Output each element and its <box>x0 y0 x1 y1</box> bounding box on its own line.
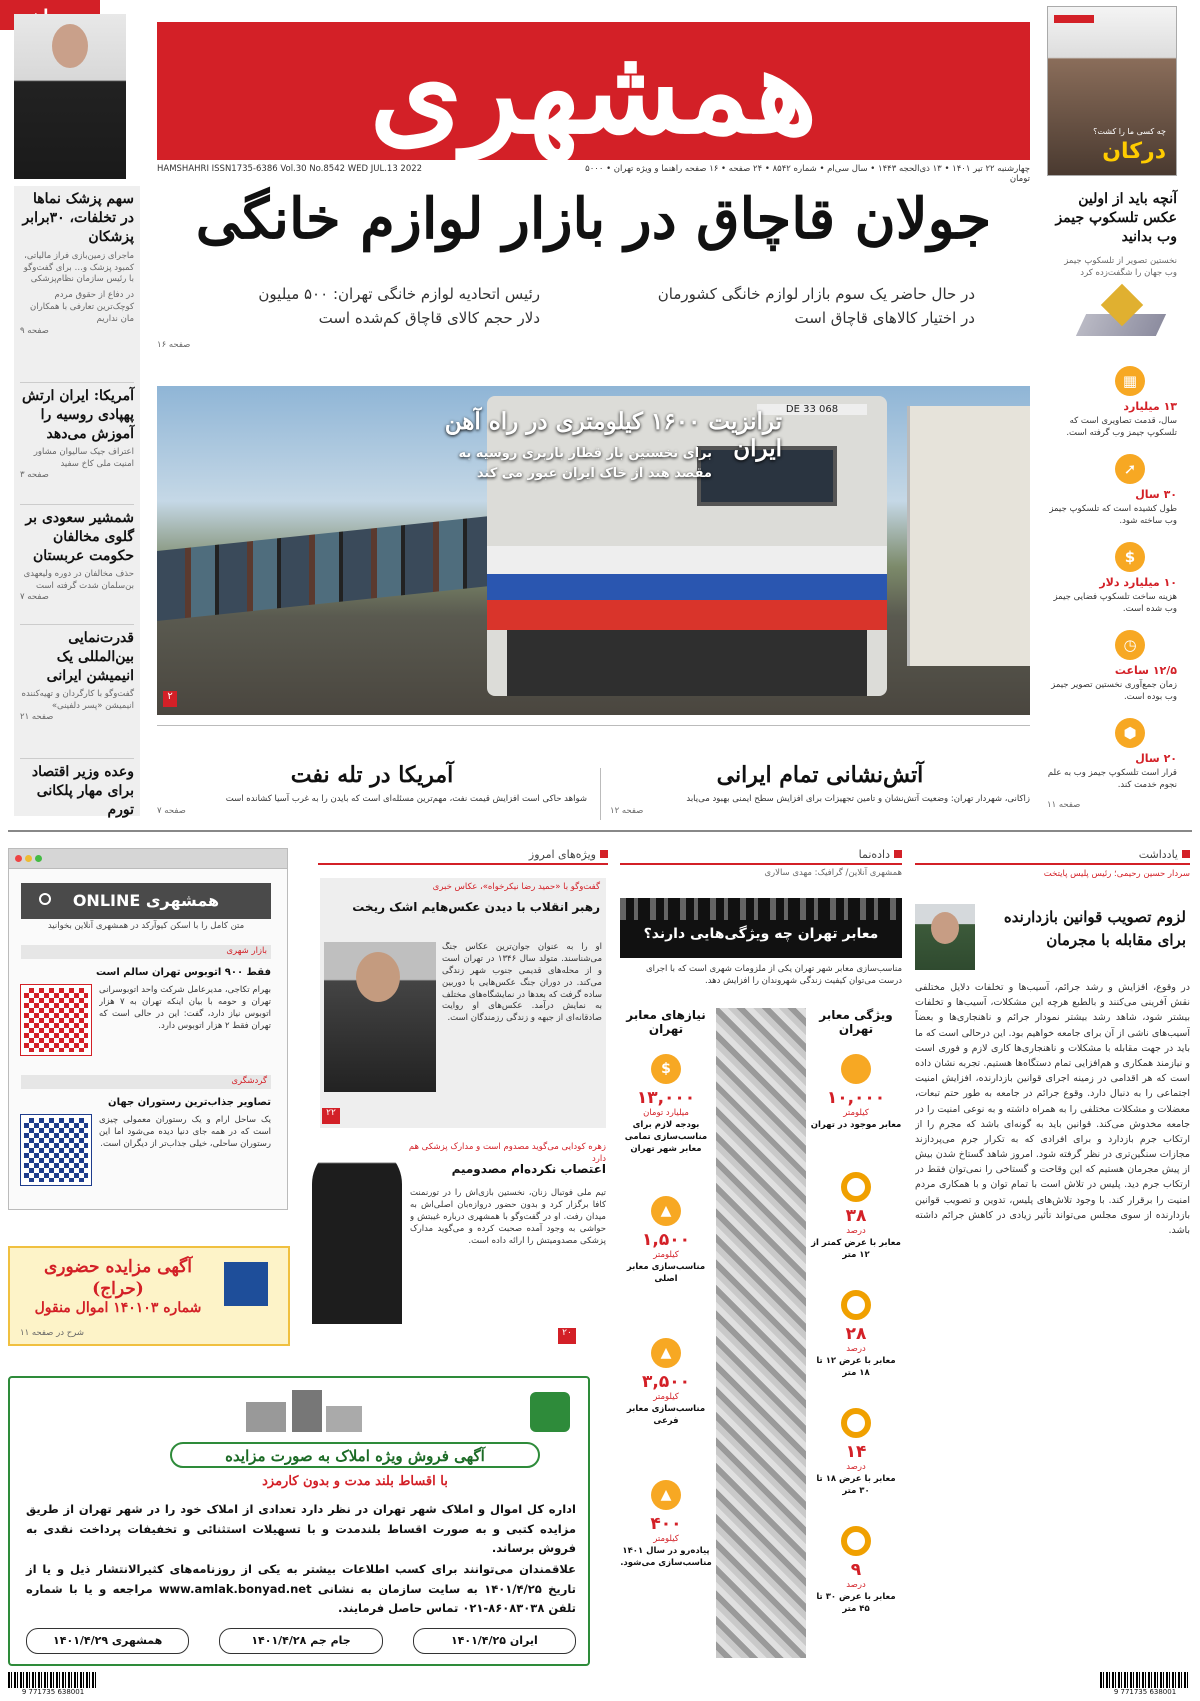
item1-title[interactable]: فقط ۹۰۰ اتوبوس تهران سالم است <box>95 967 271 978</box>
auction-ad[interactable] <box>8 1246 290 1346</box>
stat-unit: کیلومتر <box>653 1534 679 1544</box>
percent-ring-icon <box>841 1526 871 1556</box>
qr-code-2[interactable] <box>21 1115 91 1185</box>
stat-label: مناسب‌سازی معابر اصلی <box>626 1261 706 1284</box>
road-icon: ▲ <box>651 1196 681 1226</box>
hero-photo-sub: برای نخستین بار قطار باربری روسیه به مقصد هند از خاک ایران عبور می کند <box>458 446 712 482</box>
money-icon: $ <box>651 1054 681 1084</box>
stat-value: ۱۰,۰۰۰ <box>826 1088 886 1108</box>
paper-chip: همشهری ۱۴۰۱/۴/۲۹ <box>26 1628 189 1654</box>
stat-unit: میلیارد تومان <box>643 1108 689 1118</box>
dadenama-section: داده‌نما <box>620 848 902 865</box>
magazine-subtitle: چه کسی ما را کشت؟ <box>1093 127 1166 136</box>
stat-label: معابر با عرض ۳۰ تا ۴۵ متر <box>816 1591 896 1614</box>
footballer-photo <box>312 1144 402 1324</box>
road-icon: ▲ <box>651 1480 681 1510</box>
property-ad-contact: علاقمندان می‌توانند برای کسب اطلاعات بیشتر به یکی از روزنامه‌های کثیرالانتشار ذیل و یا از تاریخ ۱۴۰۱/۴/۲۵ به سایت سازمان به نشانی www.amlak.bonyad.net مراجعه و یا با شماره تلفن ۸۶۰۸۳۰۳۸-۰۲۱ تماس حاصل فرمایند. <box>26 1562 577 1616</box>
street-stat <box>810 1054 902 1170</box>
dollar-icon: $ <box>1115 542 1145 572</box>
stat-unit: کیلومتر <box>653 1250 679 1260</box>
stat-value: ۳,۵۰۰ <box>642 1372 690 1392</box>
stat-label: طول کشیده است که تلسکوپ جیمز وب ساخته شود. <box>1049 504 1177 526</box>
street-stat <box>810 1290 902 1406</box>
online-logo: همشهری ONLINE <box>21 883 271 919</box>
hero-photo <box>157 386 1030 715</box>
item1-section: بازار شهری <box>21 945 271 959</box>
mid-story-fire[interactable]: آتش‌نشانی تمام ایرانی زاکانی، شهردار تهران: وضعیت آتش‌نشان و تامین تجهیزات برای افزایش سطح ایمنی بهبود می‌یابد صفحه ۱۲ <box>610 762 1030 816</box>
stat-label: پیاده‌رو در سال ۱۴۰۱ مناسب‌سازی می‌شود. <box>620 1545 712 1568</box>
stat-label: معابر با عرض ۱۲ تا ۱۸ متر <box>816 1355 896 1378</box>
paper-chip: جام جم ۱۴۰۱/۴/۲۸ <box>219 1628 382 1654</box>
item2-title[interactable]: تصاویر جذاب‌ترین رستوران جهان <box>108 1097 271 1108</box>
barcode-left: 9 771735 638001 <box>8 1672 98 1698</box>
telescope-image <box>1061 286 1171 346</box>
stat-label: قرار است تلسکوپ جیمز وب به علم نجوم خدمت کند. <box>1047 768 1177 790</box>
locomotive-number: DE 33 068 <box>757 404 867 415</box>
clock-icon: ◷ <box>1115 630 1145 660</box>
pattern-strip <box>716 1008 806 1658</box>
telescope-stat <box>1047 542 1177 628</box>
dadenama-left-head: نیازهای معابر تهران <box>626 1008 706 1036</box>
online-sub: متن کامل را با اسکن کیوآرکد در همشهری آنلاین بخوانید <box>47 921 245 931</box>
calendar-icon: ▦ <box>1115 366 1145 396</box>
right-column-title: آنچه باید از اولین عکس تلسکوپ جیمز وب بدانید <box>1055 191 1177 245</box>
paper-list <box>26 1628 576 1654</box>
stat-unit: درصد <box>846 1226 866 1236</box>
left-story-1[interactable]: سهم پزشک نماها در تخلفات، ۳۰برابر پزشکان ماجرای زمین‌بازی فراز مالیاتی، کمبود پزشک و… برای گفت‌وگو با رئیس سازمان نظام‌پزشکی در دفاع از حقوق مردم کوچک‌ترین تعارفی با همکاران مان نداریم صفحه ۹ <box>20 191 134 337</box>
percent-ring-icon <box>841 1290 871 1320</box>
left-story-5[interactable]: وعده وزیر اقتصاد برای مهار پلکانی تورم <box>20 758 134 820</box>
city-skyline <box>620 898 902 958</box>
street-need <box>620 1480 712 1620</box>
column-vizheha <box>318 848 608 1348</box>
headline-sub-right: در حال حاضر یک سوم بازار لوازم خانگی کشورمان در اختیار کالاهای قاچاق است <box>657 285 975 327</box>
dadenama-right-head: ویژگی معابر تهران <box>819 1008 893 1036</box>
stat-unit: درصد <box>846 1462 866 1472</box>
right-column-sub: نخستین تصویر از تلسکوپ جیمز وب جهان را شگفت‌زده کرد <box>1064 256 1177 278</box>
stat-unit: درصد <box>846 1580 866 1590</box>
dadenama-title: معابر تهران چه ویژگی‌هایی دارند؟ <box>643 926 879 942</box>
property-ad-body: اداره کل اموال و املاک شهر تهران در نظر دارد تعدادی از املاک خود را در شهر تهران از طریق مزایده کتبی و به صورت اقساط بلندمدت و با تسهیلات استثنائی و تخفیفات پرداخت نقدی به فروش برساند. <box>26 1502 576 1556</box>
main-headline: جولان قاچاق در بازار لوازم خانگی <box>195 186 992 252</box>
hero-page-num: ۲ <box>163 691 177 707</box>
foundation-logo-icon <box>530 1392 570 1432</box>
telescope-stat <box>1047 630 1177 716</box>
auction-title: آگهی مزایده حضوری (حراج) <box>44 1257 192 1300</box>
item2-section: گردشگری <box>21 1075 271 1089</box>
percent-ring-icon <box>841 1172 871 1202</box>
stat-unit: کیلومتر <box>843 1108 869 1118</box>
mid-story-oil[interactable]: آمریکا در تله نفت شواهد حاکی است افزایش قیمت نفت، مهم‌ترین مسئله‌ای است که بایدن را به غرب آسیا کشانده است صفحه ۷ <box>157 762 587 816</box>
masthead-date: چهارشنبه ۲۲ تیر ۱۴۰۱ • ۱۳ ذی‌الحجه ۱۴۴۳ • سال سی‌ام • شماره ۸۵۴۲ • ۲۴ صفحه • ۱۶ صفحه راهنما و ویژه تهران • ۵۰۰۰ تومان <box>585 164 1030 184</box>
road-icon: ▲ <box>651 1338 681 1368</box>
portrait-photo <box>14 14 126 179</box>
paper-chip: ایران ۱۴۰۱/۴/۲۵ <box>413 1628 576 1654</box>
right-column <box>1047 186 1187 816</box>
stat-unit: کیلومتر <box>653 1392 679 1402</box>
stat-label: معابر موجود در تهران <box>810 1119 902 1130</box>
stat-value: ۴۰۰ <box>650 1514 682 1534</box>
yaddasht-author: سردار حسین رحیمی؛ رئیس پلیس پایتخت <box>1043 869 1190 879</box>
telescope-stat <box>1047 366 1177 452</box>
magazine-title: درکان <box>1102 139 1166 164</box>
property-ad-title: آگهی فروش ویژه املاک به صورت مزایده <box>170 1442 540 1468</box>
stat-value: ۳۰ سال <box>1135 488 1177 501</box>
stat-value: ۱۰ میلیارد دلار <box>1099 576 1177 589</box>
dadenama-intro: مناسب‌سازی معابر شهر تهران یکی از ملزومات شهری است که با اجرای درست می‌توان کیفیت زندگی شهروندان را افزایش دهد. <box>646 964 902 986</box>
magazine-cover <box>1047 6 1177 176</box>
percent-ring-icon <box>841 1408 871 1438</box>
stat-label: سال، قدمت تصاویری است که تلسکوپ جیمز وب گرفته است. <box>1066 416 1177 438</box>
yaddasht-title: لزوم تصویب قوانین بازدارنده برای مقابله با مجرمان <box>1003 908 1186 949</box>
street-stat <box>810 1172 902 1288</box>
hero-photo-title: ترانزیت ۱۶۰۰ کیلومتری در راه آهن ایران <box>444 408 782 462</box>
street-need <box>620 1338 712 1478</box>
qr-code-1[interactable] <box>21 985 91 1055</box>
author-photo <box>915 904 975 970</box>
stat-value: ۱,۵۰۰ <box>642 1230 690 1250</box>
story1-box[interactable]: گفت‌وگو با «حمید رضا نیکرخواه»، عکاس خبری رهبر انقلاب با دیدن عکس‌هایم اشک ریخت او را به عنوان جوان‌ترین عکاس جنگ می‌شناسند. متولد سال ۱۳۴۶ در تهران است و از محله‌های قدیمی جنوب شهر زندگی می‌کند. در دوران جنگ عکس‌هایی با دوربین ساده گرفت که بعدها در نمایشگاه‌های مختلف به نمایش درآمد. عکس‌های او روایت صادقانه‌ای از جبهه و زندگی رزمندگان است. ۲۲ <box>320 878 606 1128</box>
stat-value: ۲۸ <box>845 1324 867 1344</box>
telescope-stat <box>1047 718 1177 804</box>
vizheha-section: ویژه‌های امروز <box>318 848 608 865</box>
stat-value: ۹ <box>850 1560 862 1580</box>
column-dadenama <box>620 848 902 1668</box>
search-icon <box>39 893 51 905</box>
stat-unit: درصد <box>846 1344 866 1354</box>
street-stat <box>810 1408 902 1524</box>
item1-body: بهرام تکاجی، مدیرعامل شرکت واحد اتوبوسرانی تهران و حومه با بیان اینکه تهران به ۷ هزار اتوبوس نیاز دارد، گفت: این در حالی است که تهران فقط ۲ هزار اتوبوس دارد. <box>99 985 271 1031</box>
houses-illustration <box>236 1384 366 1434</box>
telescope-stat <box>1047 454 1177 540</box>
yaddasht-body: در وقوع، افزایش و رشد جرائم، آسیب‌ها و تخلفات دلایل مختلفی نقش آفرینی می‌کنند و بالطبع هرچه این مشکلات، آسیب‌ها و تخلفات بیشتر شود، شاهد رشد بیشتر نمودار جرائم و ناهنجاری‌ها و بعضاً آسیب‌های ناشی از آن برای جامعه خواهیم بود. این درحالی است که ما باید در جهت مقابله با مشکلات و ناهنجاری‌ها کاری لازم و فوری است و نیازمند همکاری و هم‌افزایی تمام دستگاه‌ها هستیم. تجربه نشان داده است که هر اقدامی در زمینه اجرای قوانین بازدارنده، افزایش امنیت اجتماعی را به دنبال دارد. وقوع جرائم در جامعه به طور حتم تبعات، معضلات و مشکلات مختلفی را به همراه داشته و به نوعی امنیت را در جامعه مخدوش می‌کند. قوانین باید به گونه‌ای باشد که مجرم را از ارتکاب جرم بازدارد و برای افرادی که به تکرار جرم می‌پردازند مجازات سنگین‌تری در نظر گرفته شود. امروز شاهد گستاخ شدن بیش از پیش مجرمان هستیم که این وقاحت و گستاخی را نمی‌توان فقط در ارتکاب جرم دید. پلیس در تلاش است با تمام توان و با همکاری مردم امنیت را برقرار کند. با وجود تلاش‌های پلیس، تدوین و تصویب قوانین بازدارنده از سوی مجلس می‌تواند تأثیر زیادی در کاهش جرائم داشته باشد. <box>915 982 1190 1236</box>
property-ad[interactable] <box>8 1376 590 1666</box>
online-box <box>8 848 288 1210</box>
window-dot-icon <box>25 855 32 862</box>
stat-value: ۱۴ <box>845 1442 867 1462</box>
stat-label: بودجه لازم برای مناسب‌سازی تمامی معابر شهر تهران <box>624 1119 708 1154</box>
left-column <box>14 186 140 816</box>
left-story-3[interactable]: شمشیر سعودی بر گلوی مخالفان حکومت عربستان حذف مخالفان در دوره ولیعهدی بن‌سلمان شدت گرفته است صفحه ۷ <box>20 504 134 604</box>
stat-label: معابر با عرض کمتر از ۱۲ متر <box>811 1237 901 1260</box>
stat-value: ۱۳ میلیارد <box>1123 400 1177 413</box>
stat-value: ۱۲/۵ ساعت <box>1114 664 1177 677</box>
road-icon <box>841 1054 871 1084</box>
column-yaddasht <box>915 848 1190 1668</box>
dadenama-credit: همشهری آنلاین/ گرافیک: مهدی سالاری <box>764 868 902 878</box>
stat-label: زمان جمع‌آوری نخستین تصویر جیمز وب بوده است. <box>1051 680 1177 702</box>
photographer-photo <box>324 942 436 1092</box>
property-ad-sub: با اقساط بلند مدت و بدون کارمزد <box>262 1474 448 1489</box>
browser-bar <box>9 849 287 869</box>
right-column-ref: صفحه ۱۱ <box>1047 800 1081 810</box>
auction-note: شرح در صفحه ۱۱ <box>20 1328 84 1338</box>
window-dot-icon <box>35 855 42 862</box>
stat-label: مناسب‌سازی معابر فرعی <box>626 1403 706 1426</box>
yaddasht-section: یادداشت <box>915 848 1190 865</box>
street-stat <box>810 1526 902 1642</box>
street-need <box>620 1196 712 1336</box>
item2-body: یک ساحل آرام و یک رستوران معمولی چیزی است که در همه جای دنیا دیده می‌شود اما این رستوران ساحلی، خیلی جذاب‌تر از دیگران است. <box>99 1115 271 1149</box>
left-story-4[interactable]: قدرت‌نمایی بین‌المللی یک انیمیشن ایرانی گفت‌وگو با کارگردان و تهیه‌کننده انیمیشن «پسر دلفینی» صفحه ۲۱ <box>20 624 134 724</box>
story2-box[interactable]: زهره کودایی می‌گوید مصدوم است و مدارک پزشکی هم دارد اعتصاب نکرده‌ام مصدومیم تیم ملی فوتبال زنان، نخستین بازی‌اش را در تورنمنت کافا برگزار کرد و بدون حضور دروازه‌بان اصلی‌اش به میدان رفت. او در گفت‌وگو با همشهری درباره غیبتش و حواشی به وجود آمده صحبت کرده و می‌گوید مدارک پزشکی مصدومیتش را ارائه داده است. ۲۰ <box>320 1138 606 1348</box>
stat-value: ۲۰ سال <box>1135 752 1177 765</box>
stat-value: ۳۸ <box>845 1206 867 1226</box>
bank-logo-icon <box>224 1262 268 1306</box>
masthead-info-en: HAMSHAHRI ISSN1735-6386 Vol.30 No.8542 WED JUL.13 2022 <box>157 164 423 174</box>
window-dot-icon <box>15 855 22 862</box>
stat-value: ۱۳,۰۰۰ <box>636 1088 696 1108</box>
masthead-logo: همشهری <box>157 22 1030 160</box>
headline-page-ref: صفحه ۱۶ <box>157 340 191 350</box>
stat-label: معابر با عرض ۱۸ تا ۳۰ متر <box>816 1473 896 1496</box>
headline-sub-left: رئیس اتحادیه لوازم خانگی تهران: ۵۰۰ میلیون دلار حجم کالای قاچاق کم‌شده است <box>258 285 540 327</box>
barcode-right: 9 771735 638001 <box>1100 1672 1190 1698</box>
street-need <box>620 1054 712 1194</box>
left-story-2[interactable]: آمریکا: ایران ارتش پهپادی روسیه را آموزش می‌دهد اعتراف جیک سالیوان مشاور امنیت ملی کاخ سفید صفحه ۳ <box>20 382 134 482</box>
auction-number: شماره ۱۴۰۱۰۳ اموال منقول <box>34 1300 202 1316</box>
rocket-icon: ➚ <box>1115 454 1145 484</box>
mirror-icon: ⬢ <box>1115 718 1145 748</box>
stat-label: هزینه ساخت تلسکوپ فضایی جیمز وب شده است. <box>1053 592 1177 614</box>
